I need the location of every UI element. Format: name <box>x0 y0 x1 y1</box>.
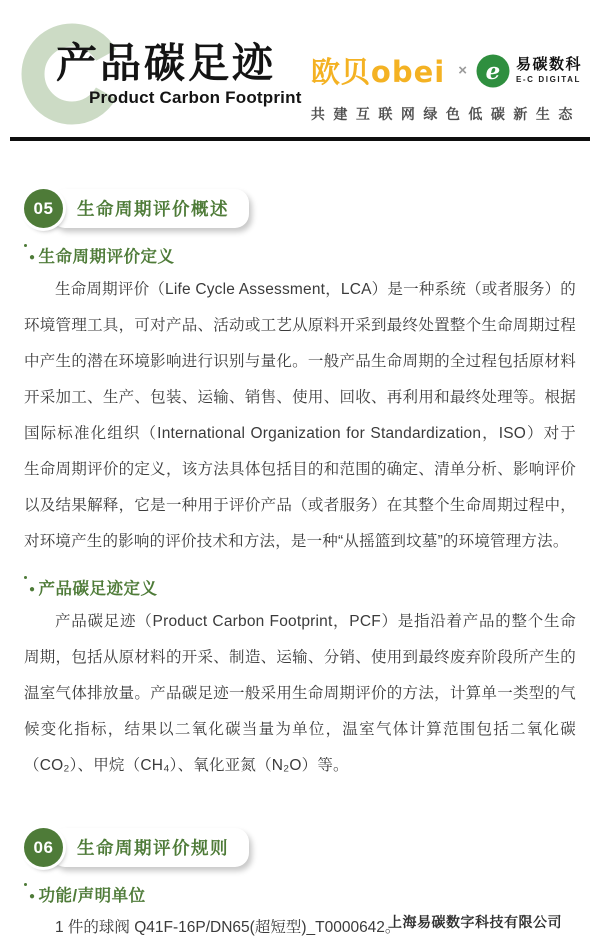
section-title: 生命周期评价概述 <box>51 189 249 228</box>
subsection-heading-label: 产品碳足迹定义 <box>38 580 158 598</box>
ec-digital-name: 易碳数科 <box>515 56 582 74</box>
ec-digital-logo-icon <box>476 54 510 88</box>
subsection-heading-pcf-definition <box>24 575 576 599</box>
section-05-header <box>24 189 576 228</box>
section-title: 生命周期评价规则 <box>51 828 249 867</box>
footer-company-name: 上海易碳数字科技有限公司 <box>388 914 562 930</box>
page-title: 产品碳足迹 <box>56 40 276 86</box>
section-06-header <box>24 828 576 867</box>
bullet-icon: ● <box>29 584 36 595</box>
header-divider <box>10 137 590 141</box>
tick-mark-icon <box>24 244 27 247</box>
paragraph-lca-definition: 生命周期评价（Life Cycle Assessment，LCA）是一种系统（或者服务）的环境管理工具，可对产品、活动或工艺从原料开采到最终处置整个生命周期过程中产生的潜在环境影响进行识别与量化。一般产品生命周期的全过程包括原材料开采加工、生产、包装、运输、销售、使用、回收、再利用和最终处理等。根据国际标准化组织（International Organization for Standardization，ISO）对于生命周期评价的定义，该方法具体包括目的和范围的确定、清单分析、影响评价以及结果解释，它是一种用于评价产品（或者服务）在其整个生命周期过程中，对环境产生的影响的评价技术和方法，是一种“从摇篮到坟墓”的环境管理方法。 <box>24 281 576 550</box>
paragraph-pcf-definition: 产品碳足迹（Product Carbon Footprint，PCF）是指沿着产品的整个生命周期，包括从原材料的开采、制造、运输、分销、使用到最终废弃阶段所产生的温室气体排放量。产品碳足迹一般采用生命周期评价的方法，计算单一类型的气候变化指标，结果以二氧化碳当量为单位，温室气体计算范围包括二氧化碳（CO₂）、甲烷（CH₄）、氧化亚氮（N₂O）等。 <box>24 613 576 774</box>
obei-logo: 欧贝obei <box>310 55 446 89</box>
bullet-icon: ● <box>29 252 36 263</box>
brand-block <box>311 50 582 124</box>
section-number-badge: 06 <box>24 828 63 867</box>
brand-row <box>311 50 582 91</box>
ec-digital-subtitle: E-C DIGITAL <box>515 74 581 84</box>
subsection-heading-label: 生命周期评价定义 <box>38 248 175 266</box>
subsection-heading-lca-definition <box>24 243 576 267</box>
subsection-heading-label: 功能/声明单位 <box>38 887 146 905</box>
tick-mark-icon <box>24 883 27 886</box>
section-05 <box>24 189 576 784</box>
page-subtitle: Product Carbon Footprint <box>89 88 302 108</box>
tick-mark-icon <box>24 576 27 579</box>
times-separator: × <box>458 62 467 79</box>
functional-unit-value: 1 件的球阀 Q41F-16P/DN65(超短型)_T0000642。 <box>55 919 401 936</box>
bullet-icon: ● <box>29 891 36 902</box>
brand-tagline: 共建互联网绿色低碳新生态 <box>310 106 581 122</box>
main-content <box>0 189 600 946</box>
header <box>0 0 600 141</box>
ec-digital-text <box>516 57 582 84</box>
title-block <box>56 40 302 108</box>
svg-text:e: e <box>485 57 501 85</box>
subsection-heading-functional-unit <box>24 882 576 906</box>
section-number-badge: 05 <box>24 189 63 228</box>
header-hero <box>0 0 600 137</box>
